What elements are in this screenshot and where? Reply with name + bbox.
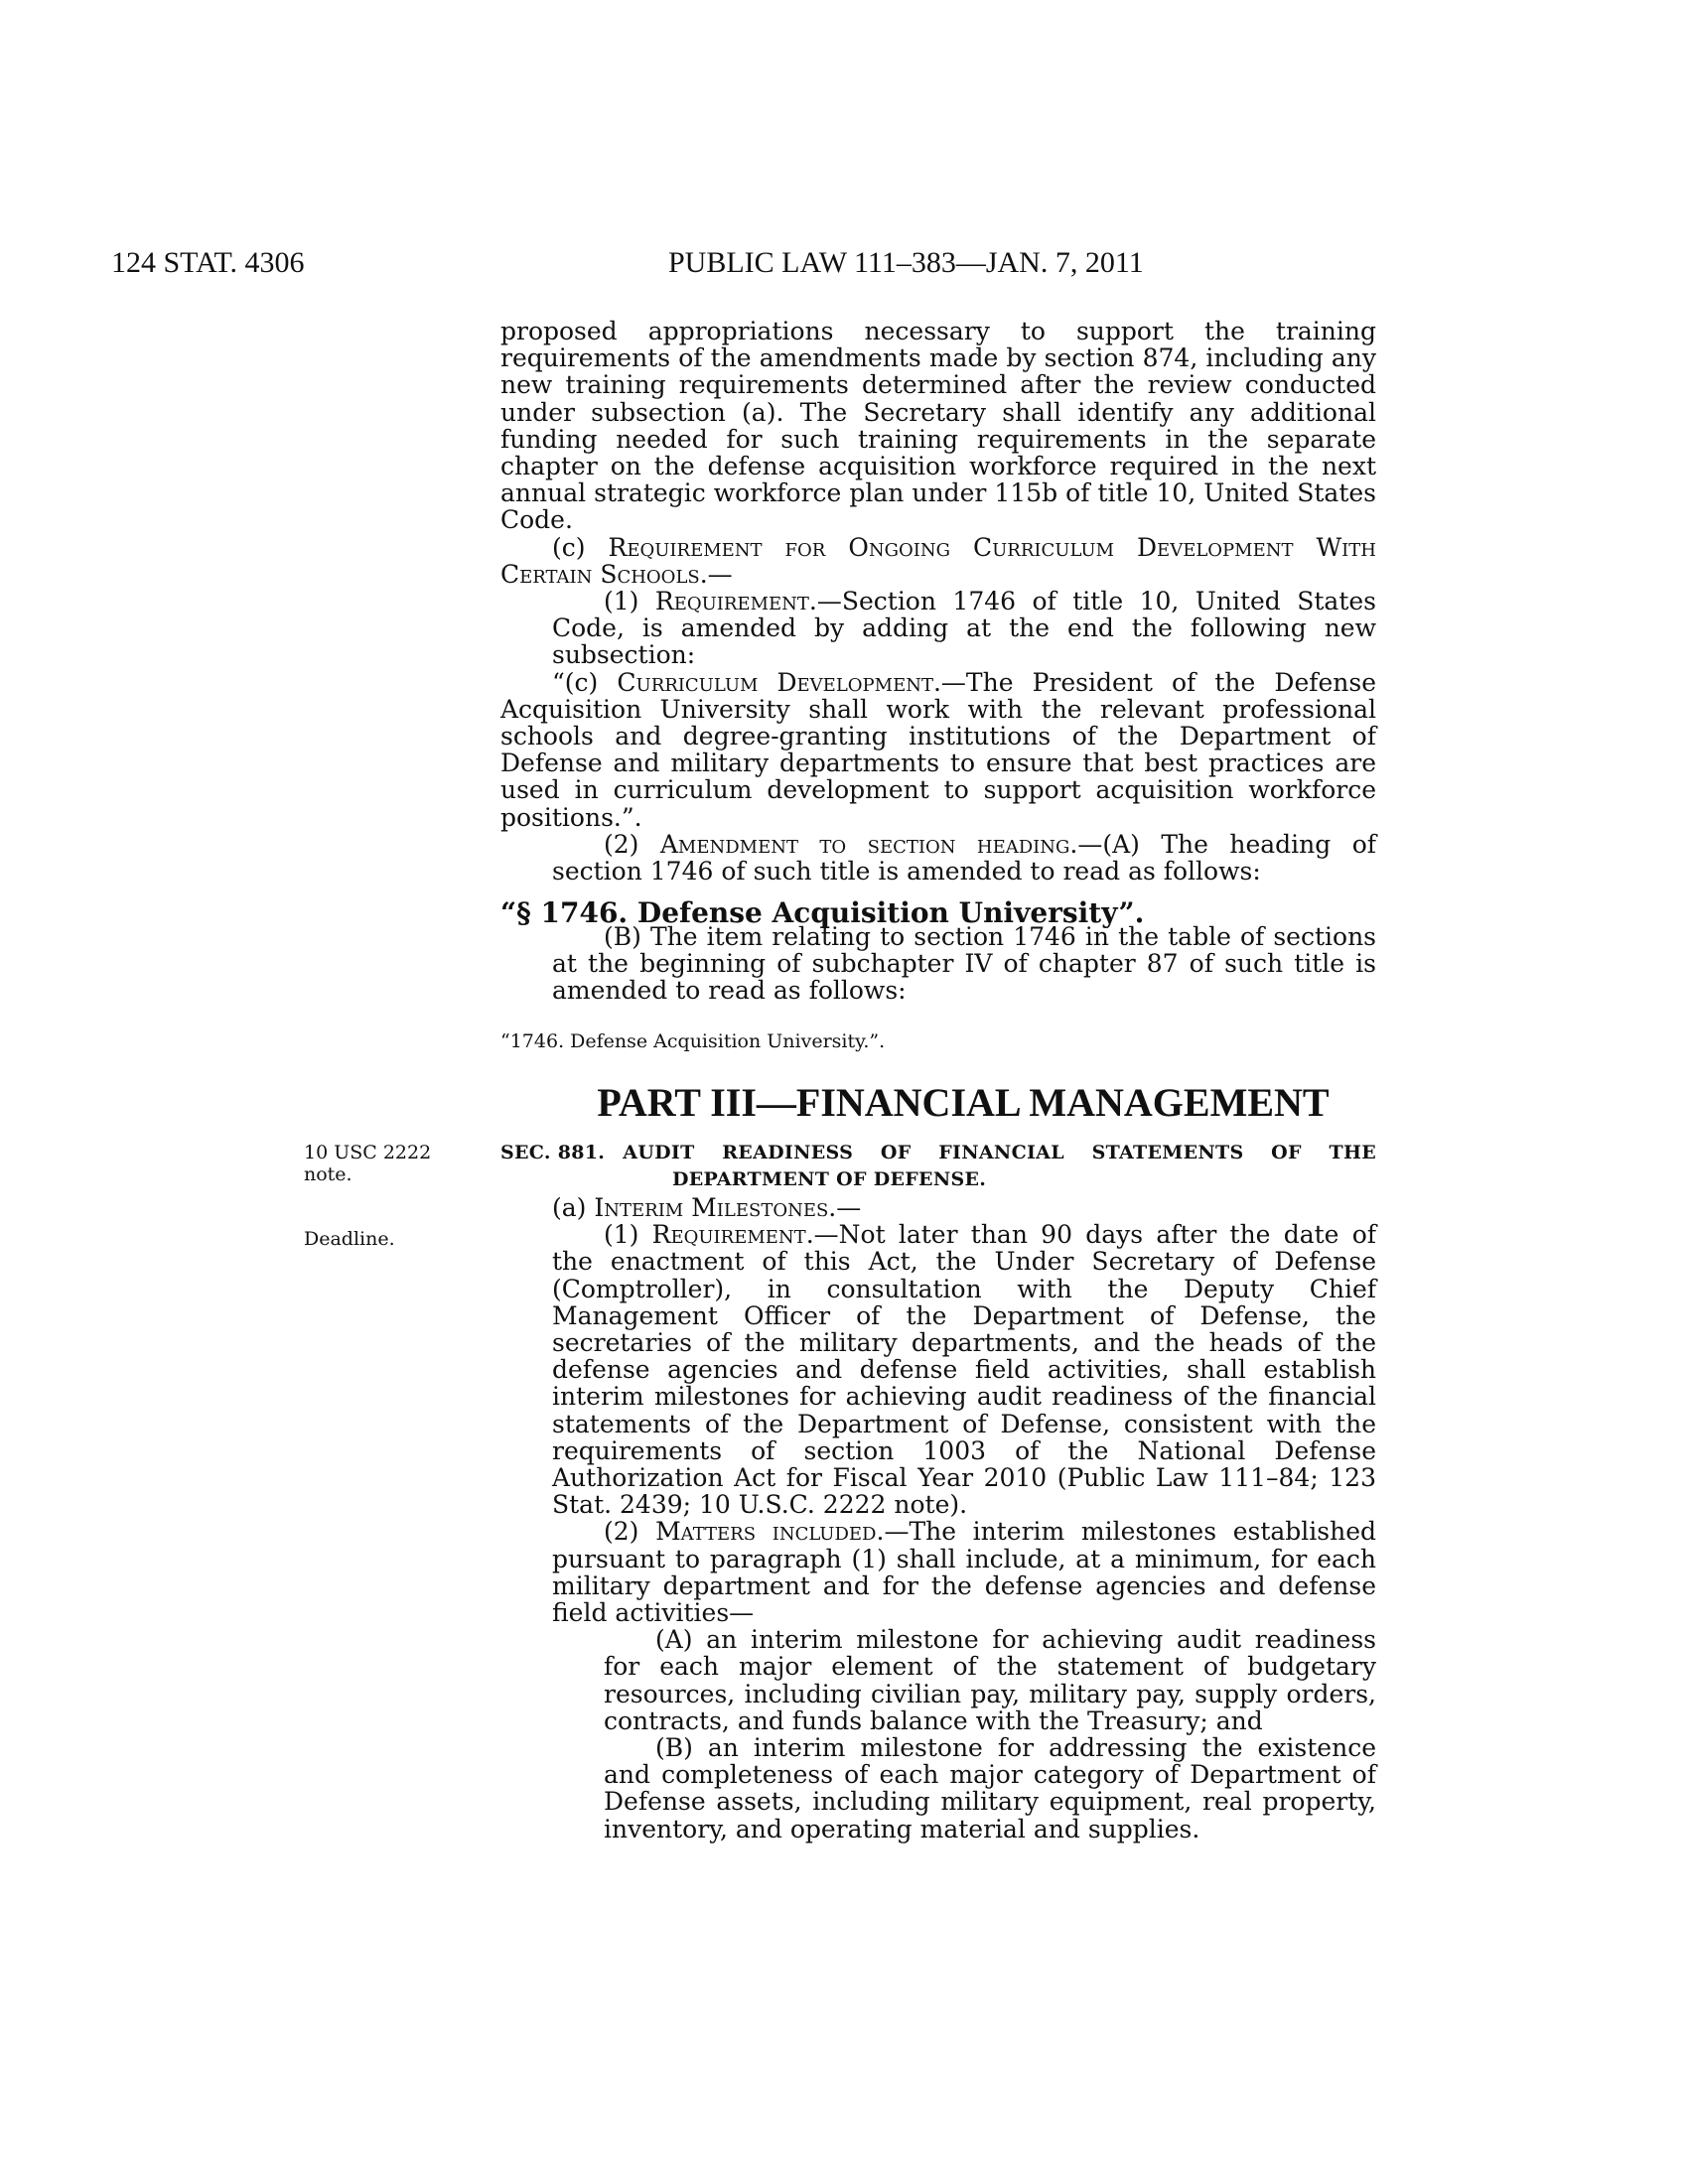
paragraph-a1-heading: Requirement. bbox=[651, 1220, 814, 1250]
subsection-a-heading: Interim Milestones.— bbox=[594, 1193, 862, 1222]
table-of-sections-item: “1746. Defense Acquisition University.”. bbox=[500, 1030, 886, 1052]
paragraph-c1-text: —Section 1746 of title 10, United States Code, is amended by adding at the end the following new subsection: bbox=[552, 587, 1376, 670]
page-header-title: PUBLIC LAW 111–383—JAN. 7, 2011 bbox=[668, 246, 1144, 279]
margin-note-usc-line2: note. bbox=[304, 1163, 352, 1185]
paragraph-a1 bbox=[500, 1221, 1376, 1518]
subparagraph-a-b: (B) an interim milestone for addressing the existence and completeness of each major category of Department of Defense assets, including military equipment, real property, inventory, and operating material and supplies. bbox=[604, 1733, 1376, 1843]
margin-note-usc bbox=[304, 1142, 431, 1185]
quoted-subsection-c-heading: Curriculum Development. bbox=[617, 667, 941, 697]
section-title-text-line2: DEPARTMENT OF DEFENSE. bbox=[672, 1168, 987, 1190]
paragraph-a2-label: (2) bbox=[604, 1517, 639, 1547]
section-title-line1 bbox=[500, 1140, 1376, 1166]
subparagraph-b: (B) The item relating to section 1746 in the table of sections at the beginning of subchapter IV of chapter 87 of such title is amended to read as follows: bbox=[552, 922, 1376, 1006]
paragraph-c1-label: (1) bbox=[604, 587, 639, 616]
section-title-text-line1: AUDIT READINESS OF FINANCIAL STATEMENTS OF THE bbox=[623, 1142, 1376, 1163]
paragraph-a2 bbox=[500, 1518, 1376, 1626]
section-1746-heading: “§ 1746. Defense Acquisition University”. bbox=[500, 896, 1145, 929]
text-block-section-881 bbox=[500, 1194, 1376, 1843]
text-block-continuation bbox=[500, 318, 1376, 885]
page-reference: 124 STAT. 4306 bbox=[111, 246, 305, 279]
paragraph-continuation: proposed appropriations necessary to support the training requirements of the amendments made by section 874, including any new training requirements determined after the review conducted under subsection (a). The Secretary shall identify any additional funding needed for such training requirements in the separate chapter on the defense acquisition workforce required in the next annual strategic workforce plan under 115b of title 10, United States Code. bbox=[500, 317, 1376, 535]
quoted-subsection-c-text: —The President of the Defense Acquisition University shall work with the relevant professional schools and degree-granting institutions of the Department of Defense and military departments to ensure that best practices are used in curriculum development to support acquisition workforce positions.”. bbox=[500, 667, 1377, 832]
subsection-c bbox=[500, 534, 1376, 588]
quoted-subsection-c bbox=[500, 669, 1376, 831]
paragraph-c1-heading: Requirement. bbox=[654, 587, 817, 616]
subsection-c-heading: Requirement for Ongoing Curriculum Development With Certain Schools.— bbox=[500, 532, 1376, 589]
paragraph-a2-heading: Matters included. bbox=[655, 1517, 885, 1547]
subsection-c-label: (c) bbox=[552, 532, 586, 562]
section-number: SEC. 881. bbox=[500, 1142, 606, 1163]
subparagraph-a-a: (A) an interim milestone for achieving audit readiness for each major element of the statement of budgetary resources, including civilian pay, military pay, supply orders, contracts, and funds balance with the Treasury; and bbox=[604, 1625, 1376, 1735]
paragraph-c2-label: (2) bbox=[604, 829, 639, 859]
margin-note-deadline: Deadline. bbox=[304, 1228, 395, 1250]
text-block-subparagraph-b bbox=[500, 923, 1376, 1005]
paragraph-c2-heading: Amendment to section heading. bbox=[659, 829, 1078, 859]
paragraph-c2 bbox=[500, 831, 1376, 885]
paragraph-a2-text: —The interim milestones established pursuant to paragraph (1) shall include, at a minimum, for each military department and for the defense agencies and defense field activities— bbox=[552, 1517, 1376, 1628]
subsection-a bbox=[500, 1194, 1376, 1221]
paragraph-c2-text: —(A) The heading of section 1746 of such title is amended to read as follows: bbox=[552, 829, 1377, 887]
paragraph-c1 bbox=[500, 588, 1376, 669]
part-title: PART III—FINANCIAL MANAGEMENT bbox=[597, 1080, 1330, 1125]
quoted-subsection-c-label: “(c) bbox=[552, 667, 599, 697]
paragraph-a1-label: (1) bbox=[604, 1220, 639, 1250]
subsection-a-label: (a) bbox=[552, 1193, 587, 1222]
paragraph-a1-text: —Not later than 90 days after the date of the enactment of this Act, the Under Secretary of Defense (Comptroller), in consultation with the Deputy Chief Management Officer of the Department of Defense, the secretaries of the military departments, and the heads of the defense agencies and defense field activities, shall establish interim milestones for achieving audit readiness of the financial statements of the Department of Defense, consistent with the requirements of section 1003 of the National Defense Authorization Act for Fiscal Year 2010 (Public Law 111–84; 123 Stat. 2439; 10 U.S.C. 2222 note). bbox=[552, 1220, 1376, 1520]
margin-note-usc-line1: 10 USC 2222 bbox=[304, 1142, 432, 1163]
section-881-title bbox=[500, 1140, 1376, 1193]
